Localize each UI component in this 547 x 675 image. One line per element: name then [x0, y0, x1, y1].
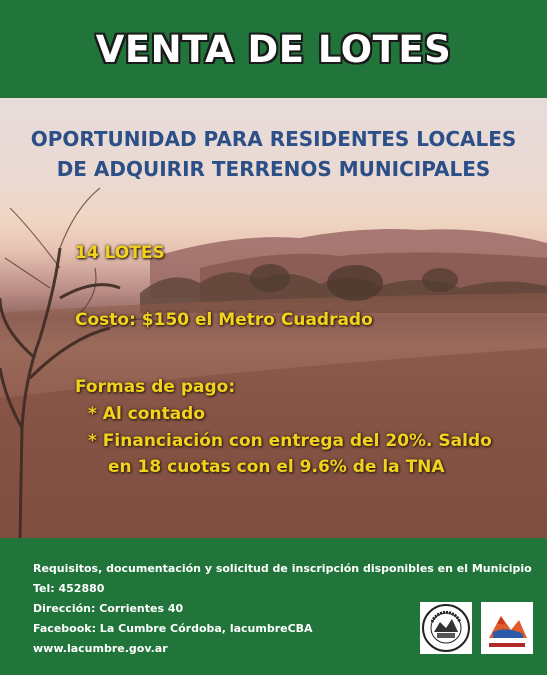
lots-count: 14 LOTES [75, 243, 165, 263]
payment-cash: * Al contado [88, 404, 206, 424]
subtitle-line-2: DE ADQUIRIR TERRENOS MUNICIPALES [56, 157, 491, 181]
facebook-text: Facebook: La Cumbre Córdoba, lacumbreCBA [33, 622, 313, 635]
seal-icon [420, 602, 472, 654]
cost-per-square-meter: Costo: $150 el Metro Cuadrado [75, 310, 373, 330]
subtitle [0, 124, 547, 184]
phone-text: Tel: 452880 [33, 582, 105, 595]
website-link[interactable]: www.lacumbre.gov.ar [33, 642, 168, 655]
requirements-text: Requisitos, documentación y solicitud de inscripción disponibles en el Municipio [33, 562, 532, 575]
payment-financing-line-2: en 18 cuotas con el 9.6% de la TNA [108, 457, 445, 477]
payment-financing-line-1: * Financiación con entrega del 20%. Saldo [88, 431, 492, 451]
top-banner [0, 0, 547, 98]
subtitle-line-1: OPORTUNIDAD PARA RESIDENTES LOCALES [30, 127, 517, 151]
poster-title: VENTA DE LOTES [95, 27, 452, 71]
payment-methods-title: Formas de pago: [75, 377, 236, 397]
mountain-logo-icon [481, 602, 533, 654]
la-cumbre-brand-logo [481, 602, 533, 654]
address-text: Dirección: Corrientes 40 [33, 602, 184, 615]
municipal-seal-logo [420, 602, 472, 654]
footer-banner [0, 538, 547, 675]
